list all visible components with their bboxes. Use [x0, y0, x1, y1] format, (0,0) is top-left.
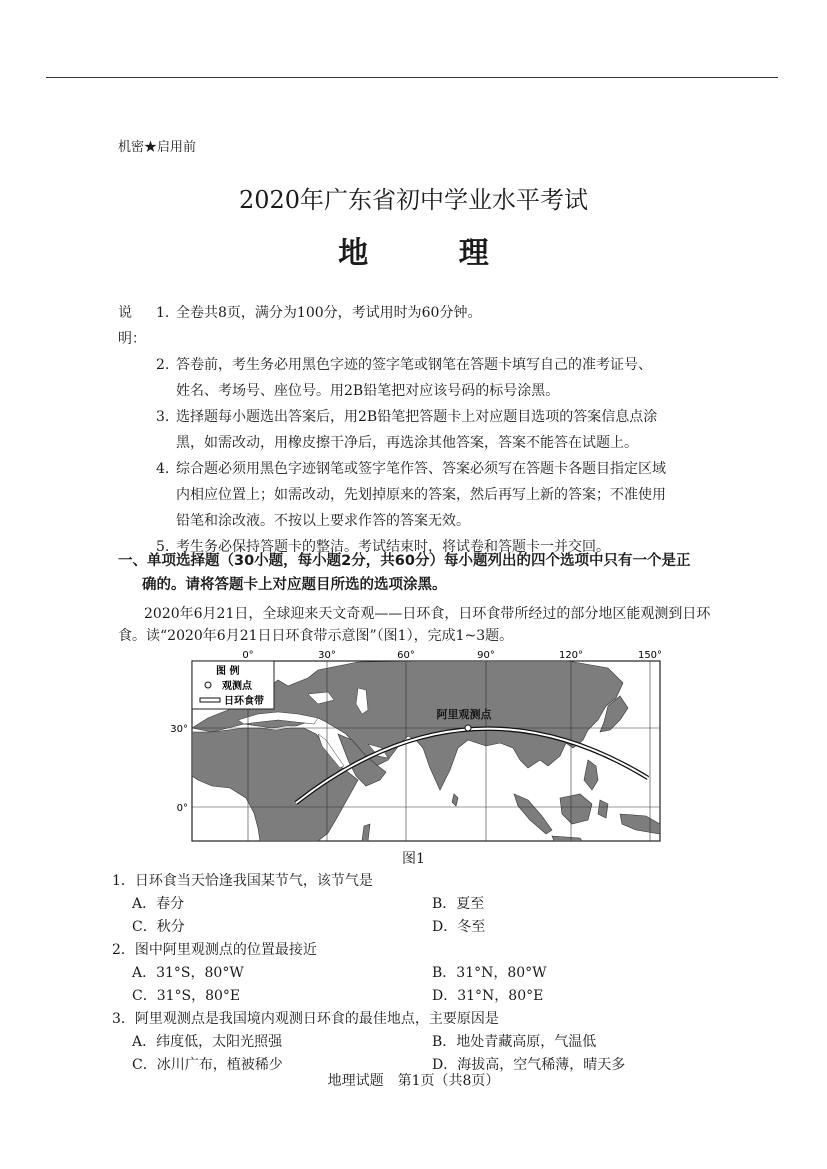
note-text: 全卷共8页，满分为100分，考试用时为60分钟。 — [176, 305, 482, 321]
note-number: 2. — [156, 357, 170, 373]
option-a: A．春分 — [132, 896, 185, 912]
note-text: 综合题必须用黑色字迹钢笔或签字笔作答、答案必须写在答题卡各题目指定区域 — [176, 461, 666, 477]
figure-caption: 图1 — [402, 851, 425, 867]
section-heading — [118, 549, 730, 597]
lon-label: 60° — [397, 650, 415, 661]
section-heading-line: 一、单项选择题（30小题，每小题2分，共60分）每小题列出的四个选项中只有一个是正 — [118, 553, 691, 569]
option-c: C．31°S，80°E — [132, 988, 241, 1004]
lon-label: 120° — [558, 650, 584, 661]
legend-band-label: 日环食带 — [224, 696, 264, 707]
eclipse-map — [168, 648, 668, 843]
legend-title: 图 例 — [216, 666, 240, 677]
observation-point-marker — [465, 725, 471, 731]
question-list — [112, 870, 732, 1077]
subject-title: 地 理 — [338, 236, 529, 271]
lat-label: 0° — [176, 803, 188, 814]
option-a: A．31°S，80°W — [132, 965, 244, 981]
option-d: D．31°N，80°E — [432, 988, 544, 1004]
note-text: 黑，如需改动，用橡皮擦干净后，再选涂其他答案，答案不能答在试题上。 — [176, 435, 638, 451]
instructions-prefix: 说明： — [118, 305, 146, 347]
top-rule — [46, 77, 778, 78]
option-c: C．冰川广布，植被稀少 — [132, 1057, 283, 1073]
question-stem: 3．阿里观测点是我国境内观测日环食的最佳地点，主要原因是 — [112, 1011, 499, 1027]
note-text: 选择题每小题选出答案后，用2B铅笔把答题卡上对应题目选项的答案信息点涂 — [176, 409, 658, 425]
option-b: B．地处青藏高原，气温低 — [432, 1034, 597, 1050]
legend-point-symbol — [205, 682, 211, 688]
note-text: 考生务必保持答题卡的整洁。考试结束时，将试卷和答题卡一并交回。 — [176, 539, 610, 555]
option-b: B．夏至 — [432, 896, 485, 912]
note-number: 5. — [156, 539, 170, 555]
note-text: 答卷前，考生务必用黑色字迹的签字笔或钢笔在答题卡填写自己的准考证号、 — [176, 357, 652, 373]
lon-label: 0° — [242, 650, 254, 661]
question-intro: 2020年6月21日，全球迎来天文奇观——日环食，日环食带所经过的部分地区能观测到日环食。读“2020年6月21日日环食带示意图”（图1），完成1~3题。 — [118, 606, 711, 644]
note-number: 1. — [156, 305, 170, 321]
page-footer: 地理试题 第1页（共8页） — [327, 1073, 500, 1089]
lon-label: 30° — [318, 650, 336, 661]
option-d: D．冬至 — [432, 919, 486, 935]
map-legend — [192, 661, 274, 709]
question-stem: 1．日环食当天恰逢我国某节气，该节气是 — [112, 873, 373, 889]
lon-label: 150° — [637, 650, 663, 661]
confidential-mark: 机密★启用前 — [118, 140, 197, 155]
eclipse-map-figure — [168, 648, 668, 843]
legend-band-symbol — [200, 698, 220, 702]
section-heading-line: 确的。请将答题卡上对应题目所选的选项涂黑。 — [142, 577, 447, 593]
option-a: A．纬度低，太阳光照强 — [132, 1034, 283, 1050]
instructions — [118, 300, 738, 560]
lat-label: 30° — [170, 724, 188, 735]
question-stem: 2．图中阿里观测点的位置最接近 — [112, 942, 317, 958]
legend-point-label: 观测点 — [222, 681, 252, 692]
note-number: 4. — [156, 461, 170, 477]
exam-title: 2020年广东省初中学业水平考试 — [238, 186, 589, 214]
option-d: D．海拔高，空气稀薄，晴天多 — [432, 1057, 626, 1073]
note-text: 内相应位置上；如需改动，先划掉原来的答案，然后再写上新的答案；不准使用 — [176, 487, 666, 503]
observation-point-label: 阿里观测点 — [436, 708, 492, 721]
option-b: B．31°N，80°W — [432, 965, 547, 981]
lon-label: 90° — [477, 650, 495, 661]
note-number: 3. — [156, 409, 170, 425]
note-text: 姓名、考场号、座位号。用2B铅笔把对应该号码的标号涂黑。 — [176, 383, 560, 399]
option-c: C．秋分 — [132, 919, 185, 935]
note-text: 铅笔和涂改液。不按以上要求作答的答案无效。 — [176, 513, 470, 529]
